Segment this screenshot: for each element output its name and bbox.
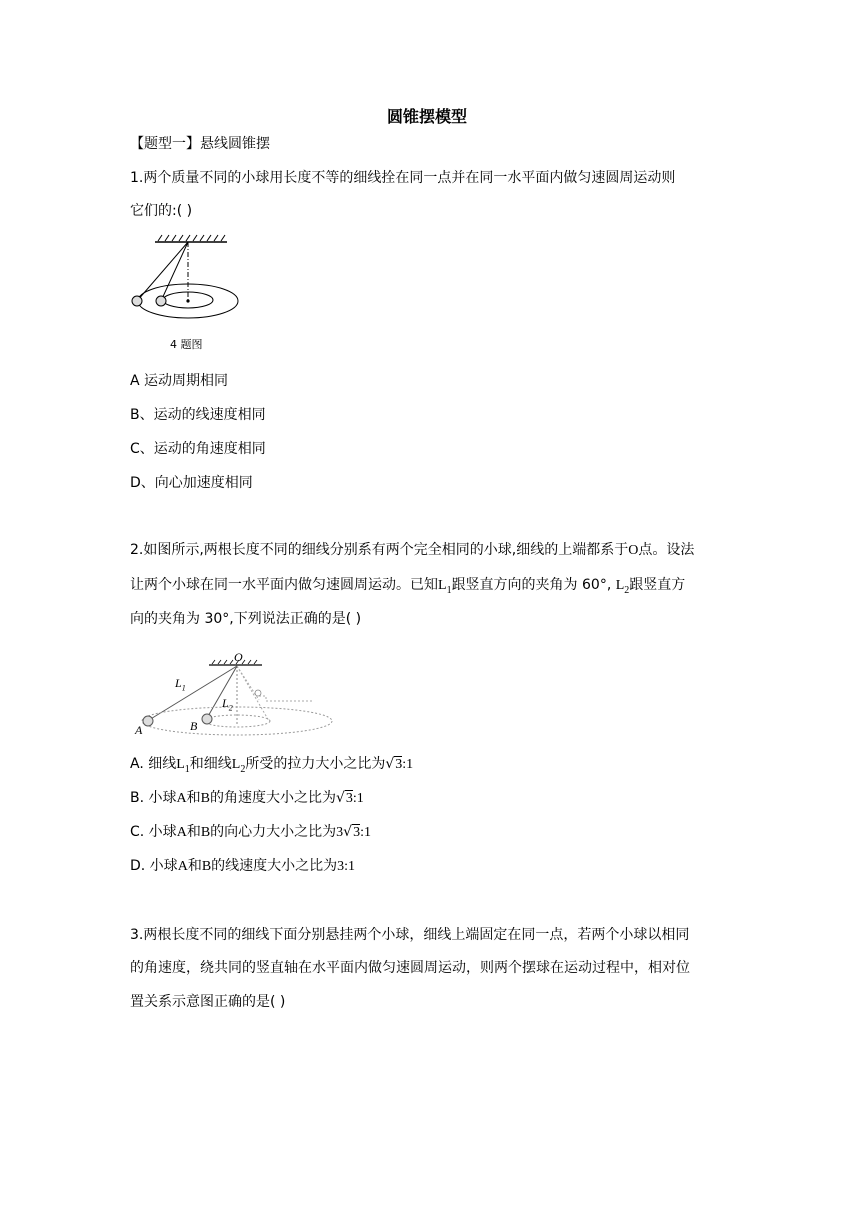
q3-stem-line3: 置关系示意图正确的是( ) (130, 994, 286, 1010)
q2-option-a: A. 细线$L_1$和细线$L_2$所受的拉力大小之比为√3:1 (130, 756, 414, 775)
q2-stem-line3: 向的夹角为 30°,下列说法正确的是( ) (130, 611, 362, 627)
q1-stem-line1: 1.两个质量不同的小球用长度不等的细线拴在同一点并在同一水平面内做匀速圆周运动则 (130, 170, 676, 186)
q2-fig-label-b: B (190, 719, 198, 733)
q3-stem-line1: 3.两根长度不同的细线下面分别悬挂两个小球，细线上端固定在同一点，若两个小球以相同 (130, 927, 690, 943)
q1-option-b: B、运动的线速度相同 (130, 407, 266, 423)
q1-option-a: A 运动周期相同 (130, 373, 229, 389)
q1-option-c: C、运动的角速度相同 (130, 441, 266, 457)
q1-option-d: D、向心加速度相同 (130, 475, 253, 491)
q1-stem-line2: 它们的:( ) (130, 203, 193, 219)
q2-option-c: C. 小球A和B的向心力大小之比为3√3:1 (130, 824, 371, 840)
q2-fig-label-a: A (135, 723, 143, 737)
section-heading: 【题型一】悬线圆锥摆 (130, 136, 270, 152)
q1-figure (125, 230, 245, 330)
q2-fig-label-o: O (234, 650, 243, 664)
q2-fig-label-l2: $L_2$ (222, 696, 233, 713)
q2-stem-line1: 2.如图所示,两根长度不同的细线分别系有两个完全相同的小球,细线的上端都系于O点。设法 (130, 542, 695, 558)
q3-stem-line2: 的角速度，绕共同的竖直轴在水平面内做匀速圆周运动，则两个摆球在运动过程中，相对位 (130, 960, 690, 976)
q2-option-d: D. 小球A和B的线速度大小之比为3:1 (130, 858, 356, 874)
page-title: 圆锥摆模型 (387, 107, 468, 126)
q2-fig-label-l1: $L_1$ (175, 676, 186, 693)
q2-stem-line2: 让两个小球在同一水平面内做匀速圆周运动。已知$L_1$跟竖直方向的夹角为 60°, $L_2$跟竖直方 (130, 577, 686, 596)
q2-option-b: B. 小球A和B的角速度大小之比为√3:1 (130, 790, 364, 806)
q1-figure-caption: 4 题图 (170, 338, 203, 351)
